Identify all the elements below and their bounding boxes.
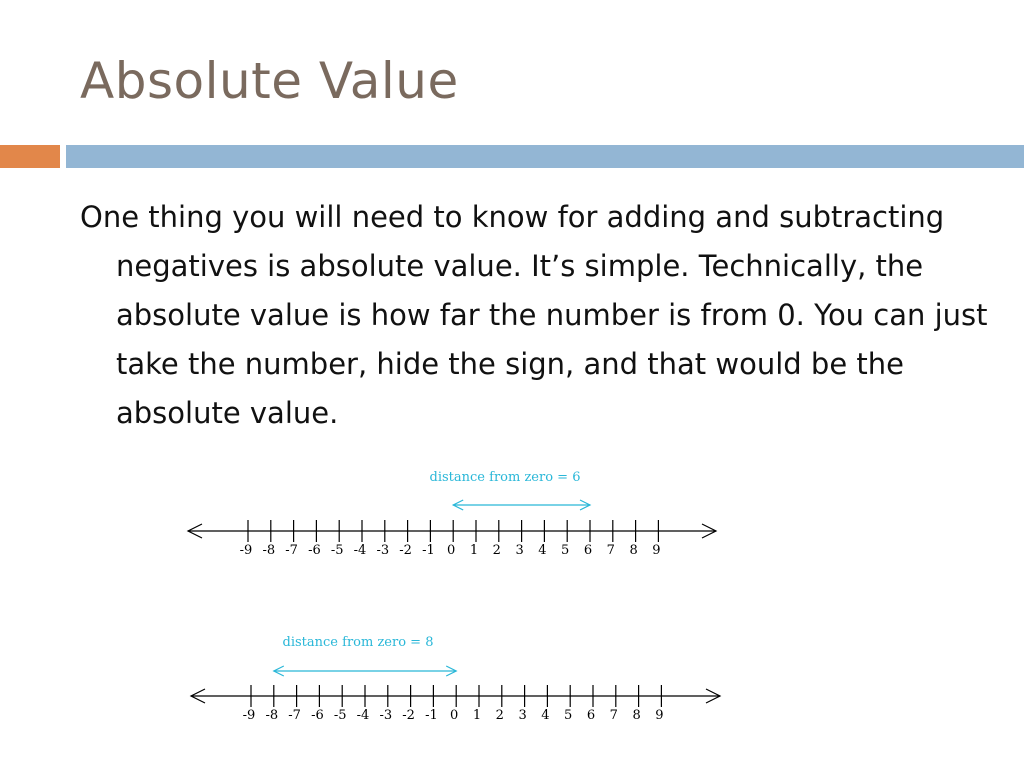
tick-label: 2: [492, 543, 501, 558]
tick-label: -9: [242, 708, 256, 723]
tick-label: -8: [265, 708, 279, 723]
number-line-1: [0, 460, 1024, 570]
tick-label: 0: [450, 708, 459, 723]
tick-label: 7: [606, 543, 615, 558]
tick-label: -3: [379, 708, 393, 723]
tick-label: -8: [262, 543, 276, 558]
tick-label: 1: [472, 708, 482, 723]
tick-label: 9: [655, 708, 664, 723]
tick-label: -1: [425, 708, 438, 723]
body-text: One thing you will need to know for adding and subtracting negatives is absolute value. It’s simple. Technically, the absolute value is how far the number is from 0. You can just take the number, hide the sign, and that would be the absolute value.: [80, 200, 988, 430]
tick-label: -5: [330, 543, 344, 558]
tick-label: -1: [422, 543, 435, 558]
slide-title: Absolute Value: [80, 52, 459, 110]
tick-label: 3: [515, 543, 524, 558]
tick-label: 3: [518, 708, 527, 723]
tick-label: -7: [285, 543, 298, 558]
number-line-2: [0, 625, 1024, 735]
tick-label: -3: [376, 543, 390, 558]
tick-label: 0: [447, 543, 456, 558]
tick-label: -5: [333, 708, 347, 723]
tick-label: 2: [495, 708, 504, 723]
tick-label: -2: [402, 708, 415, 723]
tick-label: 5: [561, 543, 570, 558]
tick-label: -4: [353, 543, 367, 558]
accent-bar-orange: [0, 145, 60, 168]
tick-label: 5: [564, 708, 573, 723]
tick-label: 8: [629, 543, 638, 558]
tick-label: -9: [239, 543, 253, 558]
tick-label: 6: [586, 708, 596, 723]
tick-label: 1: [469, 543, 479, 558]
tick-label: 4: [541, 708, 550, 723]
tick-label: 7: [609, 708, 618, 723]
distance-label: distance from zero = 8: [282, 635, 434, 650]
distance-label: distance from zero = 6: [429, 470, 581, 485]
tick-label: -2: [399, 543, 412, 558]
tick-label: 6: [583, 543, 593, 558]
tick-label: -4: [356, 708, 370, 723]
tick-label: -6: [311, 708, 324, 723]
tick-label: 4: [538, 543, 547, 558]
tick-label: -6: [308, 543, 321, 558]
accent-bar-blue: [66, 145, 1024, 168]
tick-label: 9: [652, 543, 661, 558]
tick-label: 8: [632, 708, 641, 723]
tick-label: -7: [288, 708, 301, 723]
